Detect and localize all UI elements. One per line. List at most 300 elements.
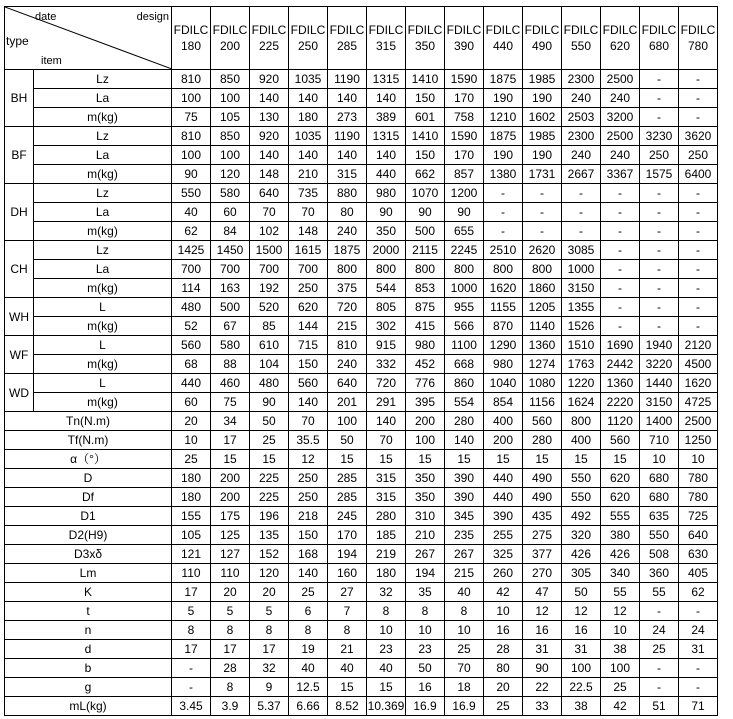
value-cell: 140	[289, 393, 328, 412]
value-cell: -	[679, 602, 718, 621]
item-label-cell: m(kg)	[34, 393, 172, 412]
value-cell: 720	[328, 298, 367, 317]
value-cell: 114	[172, 279, 211, 298]
model-series-label: FDILC	[485, 23, 521, 37]
value-cell: 1205	[523, 298, 562, 317]
table-row	[5, 279, 718, 298]
value-cell: 80	[328, 203, 367, 222]
value-cell: 2500	[679, 412, 718, 431]
value-cell: 190	[484, 89, 523, 108]
value-cell: 15	[484, 450, 523, 469]
value-cell: 90	[445, 203, 484, 222]
model-series-label: FDILC	[446, 23, 482, 37]
value-cell: -	[640, 317, 679, 336]
value-cell: 315	[367, 488, 406, 507]
value-cell: -	[679, 89, 718, 108]
value-cell: 1210	[484, 108, 523, 127]
value-cell: 955	[445, 298, 484, 317]
value-cell: 15	[406, 450, 445, 469]
model-series-label: FDILC	[368, 23, 404, 37]
value-cell: -	[640, 70, 679, 89]
parameter-label-cell: α（°）	[5, 450, 172, 469]
value-cell: 758	[445, 108, 484, 127]
value-cell: 340	[601, 564, 640, 583]
value-cell: -	[601, 222, 640, 241]
model-series-label: FDILC	[524, 23, 560, 37]
value-cell: 460	[211, 374, 250, 393]
value-cell: 275	[523, 526, 562, 545]
specification-table	[4, 6, 718, 716]
value-cell: -	[601, 203, 640, 222]
value-cell: 68	[172, 355, 211, 374]
value-cell: 31	[562, 640, 601, 659]
value-cell: 170	[445, 146, 484, 165]
value-cell: 85	[250, 317, 289, 336]
parameter-label-cell: Lm	[5, 564, 172, 583]
value-cell: 1315	[367, 127, 406, 146]
value-cell: 405	[679, 564, 718, 583]
value-cell: 920	[250, 70, 289, 89]
type-cell: DH	[5, 184, 34, 241]
value-cell: 140	[250, 89, 289, 108]
spec-table-container	[4, 6, 718, 716]
value-cell: 32	[367, 583, 406, 602]
value-cell: 805	[367, 298, 406, 317]
value-cell: 90	[172, 165, 211, 184]
value-cell: 2220	[601, 393, 640, 412]
value-cell: 17	[172, 640, 211, 659]
value-cell: 680	[640, 469, 679, 488]
value-cell: 1360	[523, 336, 562, 355]
model-size-label: 780	[687, 39, 709, 53]
value-cell: 776	[406, 374, 445, 393]
value-cell: 194	[406, 564, 445, 583]
value-cell: 1080	[523, 374, 562, 393]
value-cell: 42	[484, 583, 523, 602]
value-cell: 490	[523, 469, 562, 488]
value-cell: 3.45	[172, 697, 211, 716]
value-cell: 15	[601, 450, 640, 469]
value-cell: 19	[289, 640, 328, 659]
item-label-cell: Lz	[34, 70, 172, 89]
value-cell: 350	[406, 469, 445, 488]
value-cell: 8	[211, 678, 250, 697]
value-cell: 1440	[640, 374, 679, 393]
value-cell: 870	[484, 317, 523, 336]
value-cell: -	[601, 241, 640, 260]
parameter-label-cell: g	[5, 678, 172, 697]
value-cell: 22	[523, 678, 562, 697]
value-cell: 55	[601, 583, 640, 602]
item-label-cell: m(kg)	[34, 317, 172, 336]
value-cell: 550	[562, 488, 601, 507]
value-cell: 810	[328, 336, 367, 355]
value-cell: 640	[679, 526, 718, 545]
value-cell: 50	[406, 659, 445, 678]
value-cell: 1624	[562, 393, 601, 412]
value-cell: 850	[211, 127, 250, 146]
value-cell: 200	[406, 412, 445, 431]
model-series-label: FDILC	[329, 23, 365, 37]
value-cell: 426	[562, 545, 601, 564]
value-cell: 15	[250, 450, 289, 469]
value-cell: 1040	[484, 374, 523, 393]
value-cell: 810	[172, 70, 211, 89]
value-cell: 390	[445, 488, 484, 507]
value-cell: 255	[484, 526, 523, 545]
value-cell: 190	[523, 146, 562, 165]
value-cell: 325	[484, 545, 523, 564]
value-cell: 332	[367, 355, 406, 374]
model-series-label: FDILC	[173, 23, 209, 37]
value-cell: -	[679, 260, 718, 279]
item-label-cell: La	[34, 260, 172, 279]
value-cell: 1450	[211, 241, 250, 260]
value-cell: 215	[445, 564, 484, 583]
value-cell: 16.9	[406, 697, 445, 716]
value-cell: 80	[484, 659, 523, 678]
value-cell: 350	[406, 488, 445, 507]
value-cell: 1274	[523, 355, 562, 374]
value-cell: 6	[289, 602, 328, 621]
type-cell: WD	[5, 374, 34, 412]
value-cell: -	[484, 203, 523, 222]
value-cell: 20	[250, 583, 289, 602]
table-row	[5, 260, 718, 279]
value-cell: 215	[328, 317, 367, 336]
value-cell: 810	[172, 127, 211, 146]
value-cell: 380	[601, 526, 640, 545]
model-series-label: FDILC	[602, 23, 638, 37]
value-cell: 71	[679, 697, 718, 716]
value-cell: 15	[328, 450, 367, 469]
value-cell: 90	[367, 203, 406, 222]
value-cell: 700	[250, 260, 289, 279]
value-cell: 12	[289, 450, 328, 469]
value-cell: 24	[640, 621, 679, 640]
value-cell: -	[484, 222, 523, 241]
value-cell: 291	[367, 393, 406, 412]
value-cell: 245	[328, 507, 367, 526]
parameter-label-cell: n	[5, 621, 172, 640]
value-cell: 22.5	[562, 678, 601, 697]
value-cell: 175	[211, 507, 250, 526]
model-header-cell	[679, 7, 718, 70]
model-series-label: FDILC	[251, 23, 287, 37]
value-cell: 17	[211, 640, 250, 659]
parameter-label-cell: K	[5, 583, 172, 602]
value-cell: -	[640, 184, 679, 203]
value-cell: 15	[562, 450, 601, 469]
value-cell: 560	[523, 412, 562, 431]
value-cell: 75	[172, 108, 211, 127]
model-header-cell	[328, 7, 367, 70]
value-cell: 125	[211, 526, 250, 545]
value-cell: 1763	[562, 355, 601, 374]
value-cell: 51	[640, 697, 679, 716]
value-cell: 100	[172, 89, 211, 108]
value-cell: -	[601, 317, 640, 336]
item-label-cell: L	[34, 298, 172, 317]
value-cell: 270	[523, 564, 562, 583]
table-row	[5, 697, 718, 716]
value-cell: 50	[250, 412, 289, 431]
value-cell: -	[562, 203, 601, 222]
value-cell: 140	[250, 146, 289, 165]
value-cell: 8	[250, 621, 289, 640]
value-cell: 345	[445, 507, 484, 526]
value-cell: 800	[406, 260, 445, 279]
table-row	[5, 564, 718, 583]
value-cell: 285	[328, 469, 367, 488]
value-cell: 555	[601, 507, 640, 526]
table-row	[5, 469, 718, 488]
value-cell: 84	[211, 222, 250, 241]
value-cell: 800	[328, 260, 367, 279]
value-cell: 10	[601, 621, 640, 640]
value-cell: 50	[562, 583, 601, 602]
value-cell: 170	[445, 89, 484, 108]
value-cell: 857	[445, 165, 484, 184]
value-cell: 1985	[523, 127, 562, 146]
value-cell: 40	[328, 659, 367, 678]
model-size-label: 390	[453, 39, 475, 53]
value-cell: 285	[328, 488, 367, 507]
value-cell: 1590	[445, 127, 484, 146]
value-cell: 16	[562, 621, 601, 640]
value-cell: -	[679, 298, 718, 317]
value-cell: 1575	[640, 165, 679, 184]
value-cell: 3085	[562, 241, 601, 260]
value-cell: -	[523, 184, 562, 203]
value-cell: 28	[484, 640, 523, 659]
value-cell: 780	[679, 488, 718, 507]
value-cell: 1190	[328, 127, 367, 146]
value-cell: 240	[328, 355, 367, 374]
table-row	[5, 203, 718, 222]
value-cell: 200	[211, 488, 250, 507]
value-cell: 320	[562, 526, 601, 545]
item-label-cell: Lz	[34, 184, 172, 203]
model-size-label: 680	[648, 39, 670, 53]
type-cell: BF	[5, 127, 34, 184]
value-cell: 426	[601, 545, 640, 564]
item-label-cell: Lz	[34, 127, 172, 146]
value-cell: 2500	[601, 70, 640, 89]
table-row	[5, 640, 718, 659]
value-cell: 100	[172, 146, 211, 165]
table-row	[5, 621, 718, 640]
value-cell: 400	[484, 412, 523, 431]
value-cell: 16.9	[445, 697, 484, 716]
value-cell: 152	[250, 545, 289, 564]
value-cell: 2300	[562, 70, 601, 89]
value-cell: 120	[211, 165, 250, 184]
value-cell: 55	[640, 583, 679, 602]
header-item-label: item	[41, 55, 62, 67]
item-label-cell: L	[34, 336, 172, 355]
value-cell: 25	[172, 450, 211, 469]
value-cell: 1120	[601, 412, 640, 431]
value-cell: 60	[211, 203, 250, 222]
value-cell: 850	[211, 70, 250, 89]
value-cell: 130	[250, 108, 289, 127]
model-size-label: 620	[609, 39, 631, 53]
table-row	[5, 222, 718, 241]
value-cell: 42	[601, 697, 640, 716]
value-cell: -	[601, 279, 640, 298]
value-cell: 16	[484, 621, 523, 640]
value-cell: 620	[601, 469, 640, 488]
value-cell: 1875	[484, 70, 523, 89]
value-cell: 8	[445, 602, 484, 621]
value-cell: 210	[289, 165, 328, 184]
value-cell: 70	[445, 659, 484, 678]
value-cell: -	[679, 222, 718, 241]
value-cell: 110	[172, 564, 211, 583]
value-cell: 148	[289, 222, 328, 241]
value-cell: 18	[445, 678, 484, 697]
table-row	[5, 659, 718, 678]
value-cell: 1035	[289, 70, 328, 89]
value-cell: 440	[484, 469, 523, 488]
value-cell: 218	[289, 507, 328, 526]
value-cell: 12	[601, 602, 640, 621]
value-cell: -	[640, 298, 679, 317]
table-row	[5, 507, 718, 526]
value-cell: 102	[250, 222, 289, 241]
table-row	[5, 526, 718, 545]
value-cell: 1620	[679, 374, 718, 393]
value-cell: 1290	[484, 336, 523, 355]
parameter-label-cell: mL(kg)	[5, 697, 172, 716]
value-cell: 10	[484, 602, 523, 621]
model-size-label: 315	[375, 39, 397, 53]
table-row	[5, 374, 718, 393]
value-cell: 725	[679, 507, 718, 526]
parameter-label-cell: D2(H9)	[5, 526, 172, 545]
value-cell: -	[679, 108, 718, 127]
value-cell: 1590	[445, 70, 484, 89]
value-cell: 1250	[679, 431, 718, 450]
value-cell: 140	[328, 146, 367, 165]
value-cell: 140	[367, 89, 406, 108]
value-cell: 1875	[484, 127, 523, 146]
value-cell: 219	[367, 545, 406, 564]
value-cell: 163	[211, 279, 250, 298]
value-cell: 190	[523, 89, 562, 108]
table-row	[5, 678, 718, 697]
value-cell: 70	[250, 203, 289, 222]
value-cell: 720	[367, 374, 406, 393]
item-label-cell: L	[34, 374, 172, 393]
value-cell: 8	[289, 621, 328, 640]
value-cell: 302	[367, 317, 406, 336]
value-cell: 1526	[562, 317, 601, 336]
value-cell: -	[640, 602, 679, 621]
value-cell: 1035	[289, 127, 328, 146]
value-cell: 75	[211, 393, 250, 412]
value-cell: 668	[445, 355, 484, 374]
value-cell: -	[484, 184, 523, 203]
table-row	[5, 89, 718, 108]
parameter-label-cell: D	[5, 469, 172, 488]
value-cell: -	[640, 260, 679, 279]
value-cell: 1140	[523, 317, 562, 336]
value-cell: 210	[406, 526, 445, 545]
table-row	[5, 70, 718, 89]
value-cell: 440	[172, 374, 211, 393]
value-cell: 390	[484, 507, 523, 526]
value-cell: 2115	[406, 241, 445, 260]
value-cell: 5	[211, 602, 250, 621]
value-cell: 15	[445, 450, 484, 469]
value-cell: 104	[250, 355, 289, 374]
value-cell: -	[172, 659, 211, 678]
value-cell: 250	[640, 146, 679, 165]
parameter-label-cell: D1	[5, 507, 172, 526]
item-label-cell: m(kg)	[34, 355, 172, 374]
value-cell: 25	[601, 678, 640, 697]
type-cell: WH	[5, 298, 34, 336]
value-cell: 389	[367, 108, 406, 127]
value-cell: 544	[367, 279, 406, 298]
value-cell: 8.52	[328, 697, 367, 716]
model-size-label: 490	[531, 39, 553, 53]
model-series-label: FDILC	[641, 23, 677, 37]
value-cell: -	[679, 678, 718, 697]
value-cell: 32	[250, 659, 289, 678]
value-cell: 50	[328, 431, 367, 450]
value-cell: 25	[250, 431, 289, 450]
value-cell: 52	[172, 317, 211, 336]
item-label-cell: m(kg)	[34, 279, 172, 298]
value-cell: 21	[328, 640, 367, 659]
value-cell: 8	[211, 621, 250, 640]
value-cell: 100	[562, 659, 601, 678]
value-cell: 735	[289, 184, 328, 203]
table-row	[5, 488, 718, 507]
value-cell: 225	[250, 469, 289, 488]
value-cell: 5	[250, 602, 289, 621]
value-cell: 640	[250, 184, 289, 203]
value-cell: -	[523, 203, 562, 222]
model-header-cell	[640, 7, 679, 70]
parameter-label-cell: Tn(N.m)	[5, 412, 172, 431]
table-row	[5, 241, 718, 260]
value-cell: 640	[328, 374, 367, 393]
table-row	[5, 545, 718, 564]
value-cell: 135	[250, 526, 289, 545]
model-size-label: 225	[258, 39, 280, 53]
value-cell: 920	[250, 127, 289, 146]
value-cell: 127	[211, 545, 250, 564]
item-label-cell: La	[34, 89, 172, 108]
value-cell: 480	[172, 298, 211, 317]
value-cell: 8	[328, 621, 367, 640]
value-cell: 700	[211, 260, 250, 279]
value-cell: -	[523, 222, 562, 241]
value-cell: -	[601, 260, 640, 279]
value-cell: 62	[679, 583, 718, 602]
value-cell: -	[640, 89, 679, 108]
table-row	[5, 146, 718, 165]
value-cell: 2442	[601, 355, 640, 374]
value-cell: 980	[367, 184, 406, 203]
value-cell: -	[640, 108, 679, 127]
value-cell: -	[640, 241, 679, 260]
model-header-cell	[289, 7, 328, 70]
